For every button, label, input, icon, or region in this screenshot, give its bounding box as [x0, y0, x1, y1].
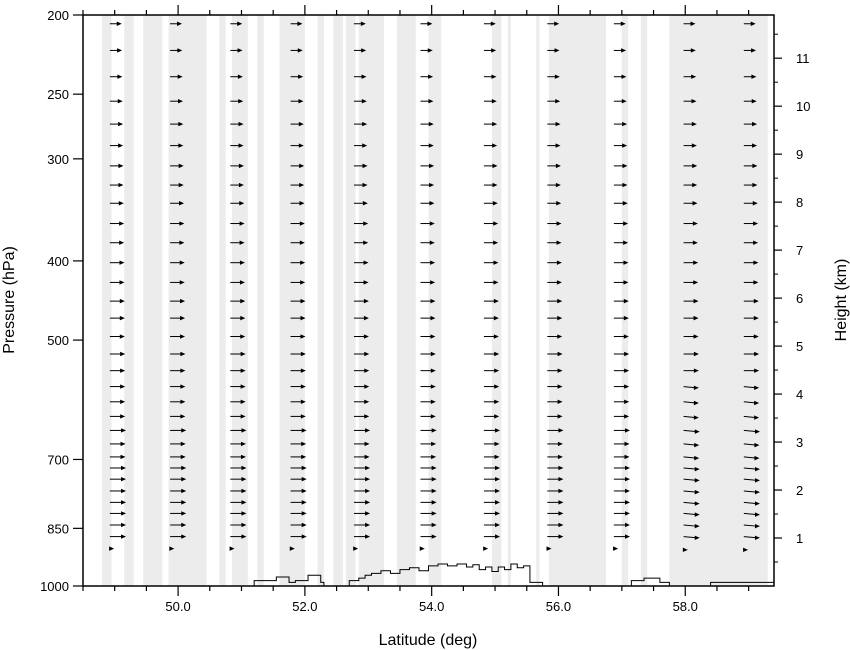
cloud-band [257, 15, 263, 586]
wind-vector [110, 48, 122, 52]
y2-tick-label: 10 [796, 99, 811, 115]
wind-vector-head [613, 546, 618, 550]
cloud-band [397, 15, 416, 586]
wind-vector-head [117, 75, 122, 79]
wind-vector-head [119, 201, 124, 205]
y-axis-right [774, 34, 810, 562]
cloud-band [102, 15, 112, 586]
wind-vector [110, 352, 125, 356]
wind-vector-head [353, 546, 358, 550]
wind-vector [110, 466, 126, 470]
y-tick-label: 850 [47, 521, 69, 537]
y-axis-title: Pressure (hPa) [1, 246, 18, 354]
y-tick-label: 200 [47, 8, 69, 23]
wind-vector-head [118, 143, 123, 147]
x-tick-label: 56.0 [545, 599, 572, 614]
y-tick-label: 250 [47, 87, 69, 103]
wind-vector [110, 201, 124, 205]
wind-vector [110, 400, 125, 404]
y2-tick-label: 11 [796, 51, 810, 67]
wind-vector [110, 534, 126, 538]
wind-vector [110, 75, 123, 79]
y2-tick-label: 1 [796, 531, 804, 547]
wind-vector [110, 523, 126, 527]
x-tick-label: 54.0 [419, 599, 445, 614]
y2-tick-label: 6 [796, 291, 804, 307]
cloud-band [143, 15, 162, 586]
x-tick-label: 52.0 [292, 599, 318, 614]
wind-vector-head [119, 241, 124, 245]
x-tick-label: 58.0 [672, 599, 698, 614]
cloud-band [169, 15, 207, 586]
y-axis-left [40, 8, 83, 594]
y-tick-label: 300 [47, 151, 69, 167]
y2-tick-label: 7 [796, 243, 804, 259]
y2-tick-label: 4 [796, 387, 804, 403]
wind-vector [110, 221, 124, 225]
wind-vector [110, 368, 125, 372]
wind-vector [110, 334, 125, 338]
wind-vector [110, 316, 125, 320]
y2-tick-label: 5 [796, 339, 804, 355]
wind-vector-head [119, 221, 124, 225]
wind-vector [110, 414, 125, 418]
y2-tick-label: 9 [796, 147, 804, 163]
y2-axis-title: Height (km) [833, 258, 850, 342]
y2-tick-label: 3 [796, 435, 804, 451]
wind-vector [110, 99, 123, 103]
wind-vector-head [120, 334, 125, 338]
cloud-band [508, 15, 511, 586]
wind-vector-head [118, 183, 123, 187]
y-tick-label: 1000 [40, 579, 69, 594]
wind-vector [110, 164, 124, 168]
wind-vector-head [117, 22, 122, 26]
wind-vector-head [483, 546, 488, 550]
cloud-band [219, 15, 225, 586]
wind-vector [110, 280, 125, 284]
wind-vector [110, 477, 126, 481]
wind-vector [110, 428, 126, 432]
wind-vector-head [118, 122, 123, 126]
wind-vector [110, 442, 126, 446]
cloud-band [318, 15, 324, 586]
x-axis-title: Latitude (deg) [378, 632, 478, 649]
wind-vector-head [120, 316, 125, 320]
wind-vector [110, 22, 122, 26]
wind-vector [110, 260, 125, 264]
cloud-band [346, 15, 356, 586]
wind-vector [110, 241, 124, 245]
wind-vector [110, 384, 125, 388]
y2-tick-label: 2 [796, 483, 804, 499]
wind-vector-head [109, 546, 114, 550]
wind-vector [420, 546, 425, 550]
y-tick-label: 400 [47, 253, 69, 269]
wind-vector-head [117, 48, 122, 52]
y2-tick-label: 8 [796, 195, 804, 211]
wind-vector [353, 546, 358, 550]
wind-vector [110, 122, 123, 126]
wind-vector-head [119, 280, 124, 284]
wind-vector [110, 511, 126, 515]
wind-vector [613, 546, 618, 550]
wind-vector-head [420, 546, 425, 550]
wind-vector [110, 143, 123, 147]
cloud-band [641, 15, 647, 586]
wind-vector [483, 546, 488, 550]
cloud-shading [102, 15, 768, 586]
cloud-band [333, 15, 343, 586]
y-tick-label: 700 [47, 452, 69, 468]
cloud-band [124, 15, 134, 586]
wind-vector [109, 546, 114, 550]
wind-vector [110, 183, 124, 187]
wind-vector [110, 489, 126, 493]
cloud-band [536, 15, 539, 586]
x-tick-label: 50.0 [165, 599, 191, 614]
wind-vector-head [120, 299, 125, 303]
wind-vector-head [118, 164, 123, 168]
wind-vector-head [119, 260, 124, 264]
wind-vector-head [118, 99, 123, 103]
wind-vector [110, 455, 126, 459]
y-tick-label: 500 [47, 333, 69, 349]
wind-vector [110, 299, 125, 303]
wind-vector [110, 500, 126, 504]
